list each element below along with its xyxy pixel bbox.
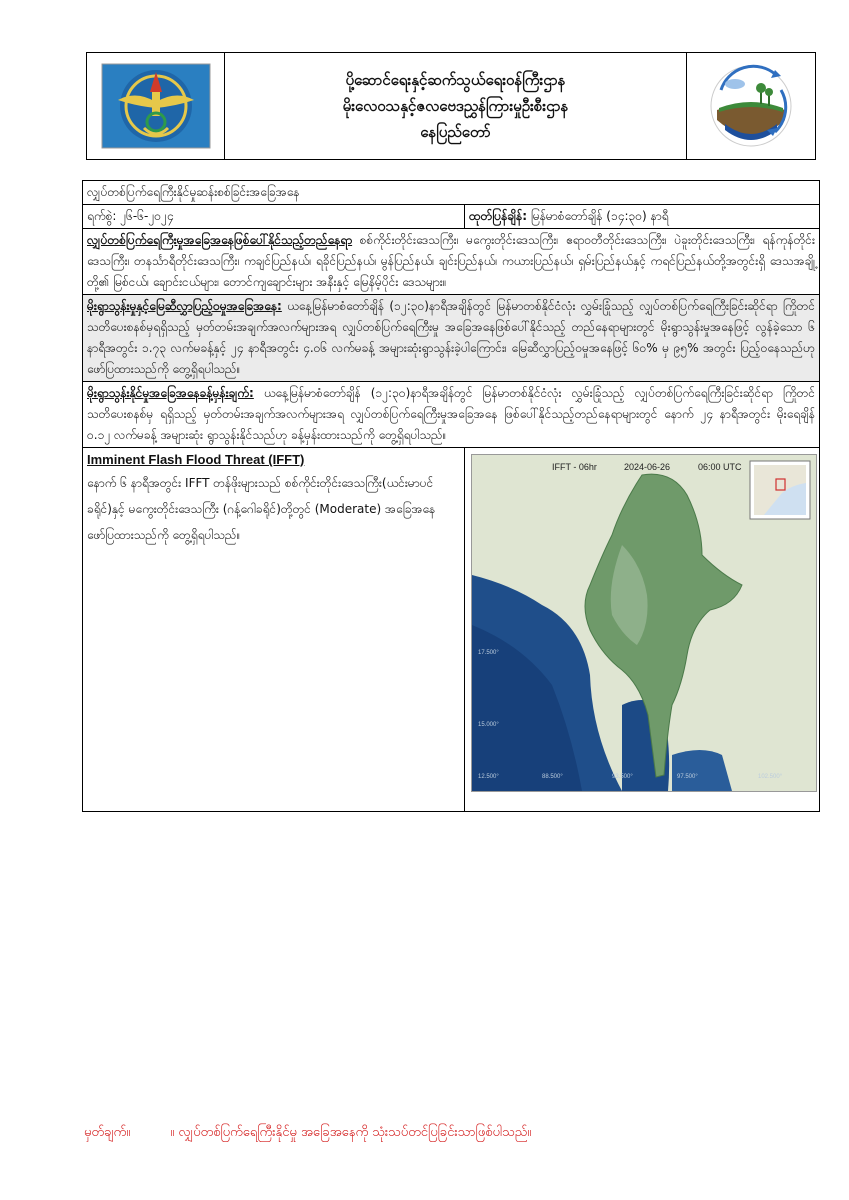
ifft-map [471,454,817,792]
section-locations [83,229,819,295]
ifft-map-cell [465,448,819,811]
lat-label: 12.500° [478,774,499,780]
section-rainfall-body: ယနေ့မြန်မာစံတော်ချိန် (၁၂:၃၀)နာရီအချိန်တွင် မြန်မာတစ်နိုင်ငံလုံး လွှမ်းခြုံသည့် လျှပ်တစ်ပြက်ရေကြီးခြင်းဆိုင်ရာ ကြိုတင်သတိပေးစနစ်မှရရှိသည့် မှတ်တမ်းအချက်အလက်များအရ လျှပ်တစ်ပြက်ရေကြီးမှု အခြေအနေဖြစ်ပေါ်နိုင်သည့် တည်နေရာများတွင် မိုးရွာသွန်းမှုအနေဖြင့် လွန်ခဲ့သော ၆ နာရီအတွင်း ၁.၇၃ လက်မခန့်နှင့် ၂၄ နာရီအတွင်း ၄.၀၆ လက်မခန့် အများဆုံးရွာသွန်းခဲ့ပါကြောင်း၊ မြေဆီလွှာပြည့်ဝမှုအနေဖြင့် ၆၀% မှ ၉၅% အတွင်း ပြည့်ဝနေသည်ဟု ဖော်ပြထားသည်ကို တွေ့ရှိရပါသည်။ [87,299,815,376]
date-cell [83,205,465,228]
section-locations-heading: လျှပ်တစ်ပြက်ရေကြီးမှုအခြေအနေဖြစ်ပေါ်နိုင်သည့်တည်နေရာ [87,233,353,247]
ministry-logo [100,62,212,150]
dmh-logo-cell [687,53,815,159]
date-row [83,205,819,229]
city-name: နေပြည်တော် [420,123,491,141]
section-rainfall-soil [83,295,819,382]
ifft-row [83,448,819,811]
footer-note [84,1124,531,1143]
section-locations-body: စစ်ကိုင်းတိုင်းဒေသကြီး၊ မကွေးတိုင်းဒေသကြီး၊ ဧရာဝတီတိုင်းဒေသကြီး၊ ပဲခူးတိုင်းဒေသကြီး၊ ရန်ကုန်တိုင်းဒေသကြီး၊ တနင်္သာရီတိုင်းဒေသကြီး၊ ကချင်ပြည်နယ်၊ ရခိုင်ပြည်နယ်၊ မွန်ပြည်နယ်၊ ချင်းပြည်နယ်၊ ကယားပြည်နယ်၊ ရှမ်းပြည်နယ်နှင့် ကရင်ပြည်နယ်တို့အတွင်းရှိ ဒေသအချို့တို့၏ မြစ်ငယ်၊ ချောင်းငယ်များ၊ တောင်ကျချောင်းများ အနီးနှင့် မြေနိမ့်ပိုင်း ဒေသများ။ [87,233,815,289]
section-forecast [83,382,819,448]
map-time: 06:00 UTC [698,462,742,472]
header-title-block [225,53,687,159]
department-name: မိုးလေဝသနှင့်ဇလဗေဒညွှန်ကြားမှုဦးစီးဌာန [342,97,569,115]
report-table [82,180,820,812]
ifft-heading: Imminent Flash Flood Threat (IFFT) [87,452,305,467]
footer-label: မှတ်ချက်။ [84,1125,131,1140]
footer-text: ။ လျှပ်တစ်ပြက်ရေကြီးနိုင်မှု အခြေအနေကို သုံးသပ်တင်ပြခြင်းသာဖြစ်ပါသည်။ [170,1125,532,1140]
section-forecast-heading: မိုးရွာသွန်းနိုင်မှုအခြေအနေခန့်မှန်းချက်: [87,386,254,400]
map-date: 2024-06-26 [624,462,671,472]
lon-label: 88.500° [542,774,563,780]
ministry-name: ပို့ဆောင်ရေးနှင့်ဆက်သွယ်ရေးဝန်ကြီးဌာန [345,71,566,89]
issue-time-cell [465,205,819,228]
map-title: IFFT - 06hr [552,462,597,472]
lon-label: 102.500° [758,774,783,780]
date-value: ၂၆-၆-၂၀၂၄ [120,209,174,223]
hydrology-logo [705,60,797,152]
ifft-map-graphic [472,455,816,791]
header-box [86,52,816,160]
ifft-text-cell [83,448,465,811]
lat-label: 17.500° [478,650,499,656]
lon-label: 97.500° [677,774,698,780]
report-title: လျှပ်တစ်ပြက်ရေကြီးနိုင်မှုဆန်းစစ်ခြင်းအခြေအနေ [83,181,819,205]
date-label: ရက်စွဲ: [87,209,117,223]
issue-time-value: မြန်မာစံတော်ချိန် (၁၄:၃၀) နာရီ [530,209,669,223]
issue-time-label: ထုတ်ပြန်ချိန်: [469,209,528,223]
lat-label: 15.000° [478,722,499,728]
lon-label: 93.500° [612,774,633,780]
section-rainfall-heading: မိုးရွာသွန်းမှုနှင့်မြေဆီလွှာပြည့်ဝမှုအခြေအနေ: [87,299,282,313]
ministry-logo-cell [87,53,225,159]
ifft-body: နောက် ၆ နာရီအတွင်း IFFT တန်ဖိုးများသည် စစ်ကိုင်းတိုင်းဒေသကြီး(ယင်းမာပင်ခရိုင်)နှင့် မကွေးတိုင်းဒေသကြီး (ဂန့်ဂေါခရိုင်)တို့တွင် (Moderate) အခြေအနေ ဖော်ပြထားသည်ကို တွေ့ရှိရပါသည်။ [87,476,436,542]
section-forecast-body: ယနေ့မြန်မာစံတော်ချိန် (၁၂:၃၀)နာရီအချိန်တွင် မြန်မာတစ်နိုင်ငံလုံး လွှမ်းခြုံသည့် လျှပ်တစ်ပြက်ရေကြီးခြင်းဆိုင်ရာ ကြိုတင်သတိပေးစနစ်မှ ရရှိသည့် မှတ်တမ်းအချက်အလက်များအရ လျှပ်တစ်ပြက်ရေကြီးမှုအခြေအနေ ဖြစ်ပေါ်နိုင်သည့်တည်နေရာများတွင် နောက် ၂၄ နာရီအတွင်း မိုးရေချိန် ၀.၁၂ လက်မခန့် အများဆုံး ရွာသွန်းနိုင်သည်ဟု ခန့်မှန်းထားသည်ကို တွေ့ရှိရပါသည်။ [87,386,815,442]
